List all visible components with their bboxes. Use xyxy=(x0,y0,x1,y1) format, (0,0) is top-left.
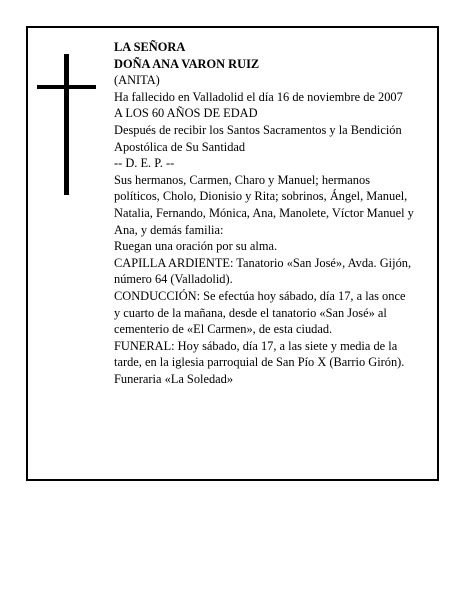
funeral-home: Funeraria «La Soledad» xyxy=(114,371,234,386)
family-list: Sus hermanos, Carmen, Charo y Manuel; hermanos políticos, Cholo, Dionisio y Rita; sobrinos, Ángel, Manuel, Natalia, Fernando, Mónica, Ana, Manolete, Víctor Manuel y Ana, y demás familia: xyxy=(114,172,414,237)
cross-icon-vertical-bar xyxy=(64,54,69,195)
chapel-info: CAPILLA ARDIENTE: Tanatorio «San José», Avda. Gijón, número 64 (Valladolid). xyxy=(114,255,412,287)
deceased-nickname: (ANITA) xyxy=(114,73,160,88)
obituary-text xyxy=(114,39,414,387)
sacraments-text: Después de recibir los Santos Sacramentos y la Bendición Apostólica de Su Santidad xyxy=(114,122,402,154)
prayer-request: Ruegan una oración por su alma. xyxy=(114,239,278,254)
rip-text: -- D. E. P. -- xyxy=(114,156,175,171)
procession-info: CONDUCCIÓN: Se efectúa hoy sábado, día 17, a las once y cuarto de la mañana, desde el tanatorio «San José» al cementerio de «El Carmen», de esta ciudad. xyxy=(114,288,406,337)
obituary-title: LA SEÑORA xyxy=(114,40,186,54)
cross-icon-horizontal-bar xyxy=(37,85,96,89)
funeral-info: FUNERAL: Hoy sábado, día 17, a las siete y media de la tarde, en la iglesia parroquial de San Pío X (Barrio Girón). xyxy=(114,338,405,370)
age-at-death: A LOS 60 AÑOS DE EDAD xyxy=(114,106,258,121)
deceased-name: DOÑA ANA VARON RUIZ xyxy=(114,56,260,71)
death-notice: Ha fallecido en Valladolid el día 16 de noviembre de 2007 xyxy=(114,89,403,104)
